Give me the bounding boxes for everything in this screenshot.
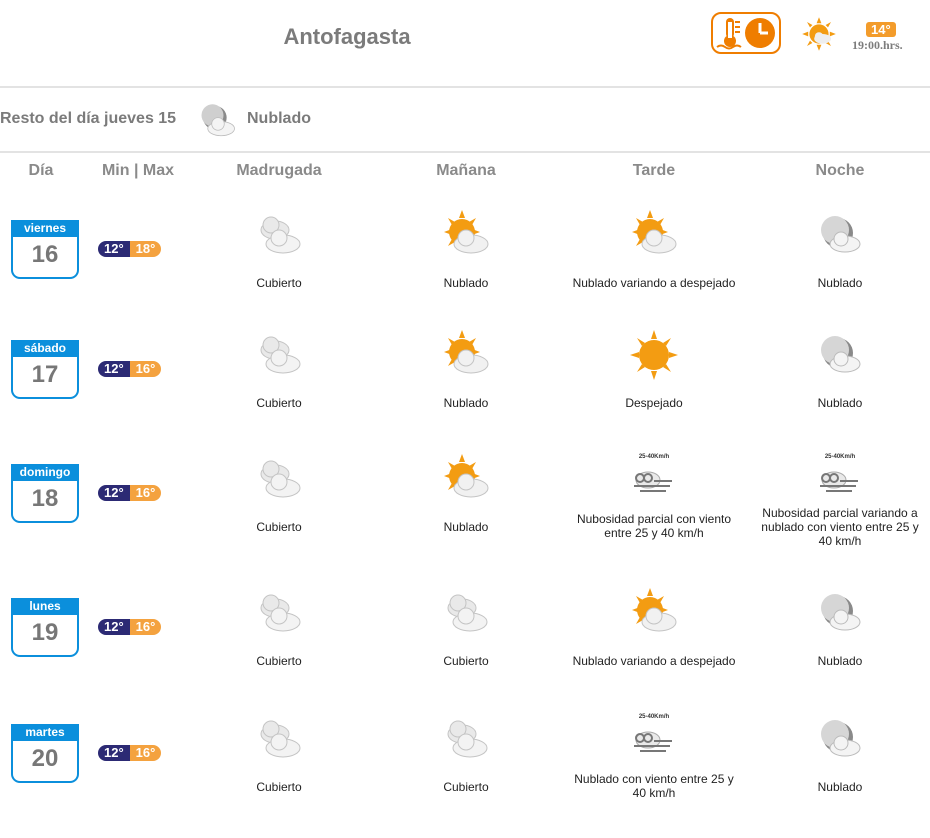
moon-cloud-icon	[812, 714, 868, 764]
day-number: 19	[31, 619, 59, 646]
day-number: 16	[31, 241, 59, 268]
min-max-temperature	[98, 619, 161, 635]
wind-icon	[812, 454, 868, 504]
column-header-noche: Noche	[815, 162, 865, 179]
max-temperature: 16°	[130, 745, 162, 761]
column-header-madrugada: Madrugada	[236, 162, 322, 179]
cloudy-icon	[438, 714, 494, 764]
moon-cloud-icon	[812, 588, 868, 638]
cloudy-icon	[251, 588, 307, 638]
moon-cloud-icon	[812, 330, 868, 380]
column-header-min-max: Min | Max	[101, 162, 175, 179]
sun-cloud-icon	[626, 210, 682, 260]
period-condition: Cubierto	[256, 654, 302, 668]
max-temperature: 16°	[130, 485, 162, 501]
day-number: 20	[31, 745, 59, 772]
period-condition: Cubierto	[443, 654, 489, 668]
sun-icon	[626, 330, 682, 380]
column-header-tarde: Tarde	[632, 162, 676, 179]
max-temperature: 16°	[130, 619, 162, 635]
sun-cloud-icon	[438, 210, 494, 260]
current-temperature: 14°	[866, 22, 896, 37]
moon-cloud-icon	[812, 210, 868, 260]
min-temperature: 12°	[98, 745, 130, 761]
divider	[0, 151, 930, 153]
day-name: viernes	[13, 220, 77, 237]
period-condition: Nubosidad parcial variando a nublado con viento entre 25 y 40 km/h	[761, 506, 919, 548]
max-temperature: 18°	[130, 241, 162, 257]
period-condition: Nublado	[443, 520, 489, 534]
wind-speed-label: 25-40Km/h	[638, 714, 670, 720]
rest-of-day-icon	[196, 100, 240, 140]
day-number: 18	[31, 485, 59, 512]
day-badge	[11, 724, 79, 783]
period-condition: Nublado	[817, 276, 863, 290]
day-badge	[11, 340, 79, 399]
min-temperature: 12°	[98, 619, 130, 635]
day-name: martes	[13, 724, 77, 741]
day-name: lunes	[13, 598, 77, 615]
rest-of-day-label: Resto del día jueves 15	[0, 110, 177, 127]
period-condition: Nublado	[817, 654, 863, 668]
period-condition: Despejado	[625, 396, 683, 410]
day-badge	[11, 598, 79, 657]
min-temperature: 12°	[98, 241, 130, 257]
period-condition: Nublado	[817, 396, 863, 410]
cloudy-icon	[251, 210, 307, 260]
period-condition: Nublado con viento entre 25 y 40 km/h	[574, 772, 734, 800]
min-max-temperature	[98, 241, 161, 257]
min-max-temperature	[98, 745, 161, 761]
period-condition: Cubierto	[256, 276, 302, 290]
wind-speed-label: 25-40Km/h	[824, 454, 856, 460]
period-condition: Nublado	[817, 780, 863, 794]
cloudy-icon	[251, 454, 307, 504]
wind-icon	[626, 714, 682, 764]
period-condition: Nublado	[443, 396, 489, 410]
min-temperature: 12°	[98, 485, 130, 501]
day-name: sábado	[13, 340, 77, 357]
cloudy-icon	[251, 714, 307, 764]
city-title: Antofagasta	[283, 24, 411, 49]
period-condition: Cubierto	[256, 780, 302, 794]
thermometer-clock-icon	[713, 14, 779, 52]
period-condition: Nubosidad parcial con viento entre 25 y 40 km/h	[576, 512, 732, 540]
wind-icon	[626, 454, 682, 504]
wind-speed-label: 25-40Km/h	[638, 454, 670, 460]
day-number: 17	[31, 361, 59, 388]
sun-cloud-icon	[438, 454, 494, 504]
day-badge	[11, 220, 79, 279]
period-condition: Nublado variando a despejado	[572, 654, 736, 668]
max-temperature: 16°	[130, 361, 162, 377]
min-max-temperature	[98, 361, 161, 377]
column-header-day: Día	[28, 162, 54, 179]
rest-of-day-condition: Nublado	[247, 110, 311, 127]
cloudy-icon	[251, 330, 307, 380]
day-badge	[11, 464, 79, 523]
current-time: 19:00.hrs.	[852, 38, 903, 52]
period-condition: Cubierto	[443, 780, 489, 794]
current-weather-icon	[801, 16, 837, 52]
sun-cloud-icon	[438, 330, 494, 380]
day-name: domingo	[13, 464, 77, 481]
column-header-manana: Mañana	[436, 162, 496, 179]
period-condition: Nublado variando a despejado	[572, 276, 736, 290]
cloudy-icon	[438, 588, 494, 638]
period-condition: Cubierto	[256, 396, 302, 410]
temperature-clock-button[interactable]	[711, 12, 781, 54]
min-temperature: 12°	[98, 361, 130, 377]
period-condition: Cubierto	[256, 520, 302, 534]
period-condition: Nublado	[443, 276, 489, 290]
divider	[0, 86, 930, 88]
min-max-temperature	[98, 485, 161, 501]
sun-cloud-icon	[626, 588, 682, 638]
